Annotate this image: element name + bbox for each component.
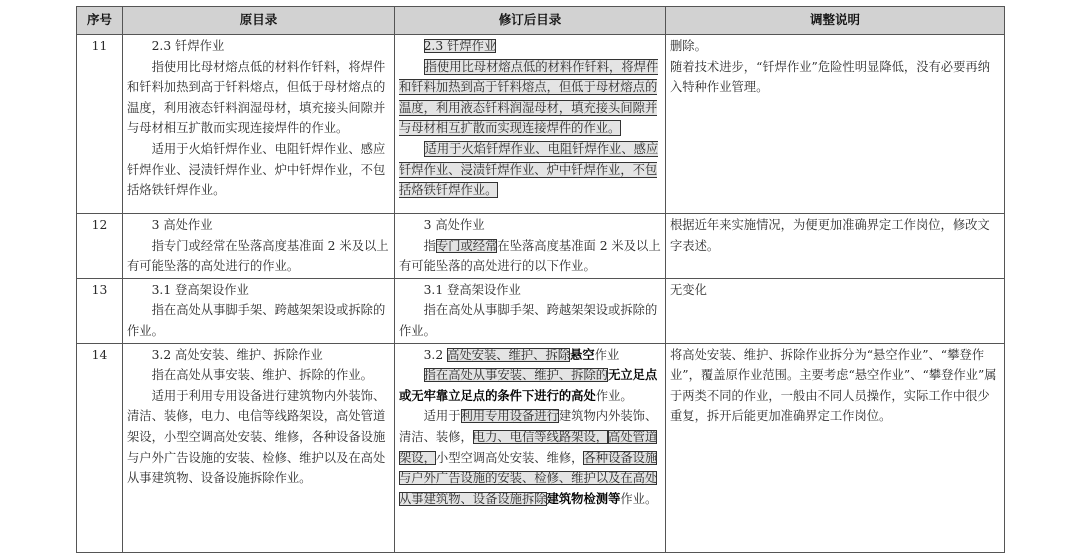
original-desc: 指在高处从事脚手架、跨越架架设或拆除的作业。: [127, 303, 386, 338]
revised-cell: [395, 214, 666, 279]
added-text: 悬空: [570, 346, 595, 362]
note-cell: [666, 214, 1005, 279]
revised-scope: 适用于利用专用设备进行建筑物内外装饰、清洁、装修，电力、电信等线路架设，高处管道架设，小型空调高处安装、维修，各种设备设施与户外广告设施的安装、检修、维护以及在高处从事建筑物、设备设施拆除建筑物检测等作业。: [399, 409, 658, 506]
changed-text: 指在高处从事安装、维护、拆除的: [423, 368, 609, 383]
table-row: [77, 214, 1005, 279]
revised-cell: [395, 35, 666, 214]
original-scope: 适用于利用专用设备进行建筑物内外装饰、清洁、装修，电力、电信等线路架设，高处管道架设，小型空调高处安装、维修，各种设备设施与户外广告设施的安装、检修、维护以及在高处从事建筑物、设备设施拆除作业。: [127, 388, 386, 486]
added-text: 建筑物检测等: [546, 490, 621, 506]
original-title: 3.2 高处安装、维护、拆除作业: [151, 347, 323, 362]
revised-cell: [395, 278, 666, 343]
revised-title: 2.3 钎焊作业: [423, 39, 497, 53]
revised-title: 3.1 登高架设作业: [423, 282, 521, 297]
original-title: 2.3 钎焊作业: [151, 39, 225, 53]
original-cell: [123, 343, 395, 552]
changed-text: 各种设备设施与户外广告设施的安装、检修、维护以及在高处从事建筑物、设备设施拆除: [399, 450, 658, 506]
note-line: 将高处安装、维护、拆除作业拆分为“悬空作业”、“攀登作业”，覆盖原作业范围。主要考虑“悬空作业”、“攀登作业”属于两类不同的作业，一般由不同人员操作，实际工作中很少重复，拆开后能更加准确界定工作岗位。: [670, 347, 997, 424]
original-cell: [123, 214, 395, 279]
original-scope: 适用于火焰钎焊作业、电阻钎焊作业、感应钎焊作业、浸渍钎焊作业、炉中钎焊作业，不包括烙铁钎焊作业。: [127, 141, 386, 198]
header-revised: 修订后目录: [395, 7, 666, 35]
note-line: 根据近年来实施情况，为便更加准确界定工作岗位，修改文字表述。: [670, 218, 990, 253]
revised-title: 3 高处作业: [423, 218, 485, 232]
revised-desc: 指专门或经常在坠落高度基准面 2 米及以上有可能坠落的高处进行的以下作业。: [399, 238, 661, 274]
note-cell: [666, 278, 1005, 343]
changed-text: 电力、电信等线路架设，: [472, 429, 609, 444]
revised-cell: [395, 343, 666, 552]
revised-scope-deleted: 适用于火焰钎焊作业、电阻钎焊作业、感应钎焊作业、浸渍钎焊作业、炉中钎焊作业，不包括烙铁钎焊作业。: [399, 141, 659, 198]
original-desc: 指专门或经常在坠落高度基准面 2 米及以上有可能坠落的高处进行的作业。: [127, 238, 389, 274]
row-number: 12: [77, 214, 123, 279]
changed-text: 利用专用设备进行: [460, 409, 559, 424]
header-num: 序号: [77, 7, 123, 35]
header-note: 调整说明: [666, 7, 1005, 35]
original-desc: 指在高处从事安装、维护、拆除的作业。: [151, 368, 373, 383]
table-row: [77, 278, 1005, 343]
changed-text: 高处管道架设，: [399, 429, 658, 465]
revised-desc-deleted: 指使用比母材熔点低的材料作钎料，将焊件和钎料加热到高于钎料熔点，但低于母材熔点的温度，利用液态钎料润湿母材，填充接头间隙并与母材相互扩散而实现连接焊件的作业。: [399, 59, 659, 136]
table-row: [77, 35, 1005, 214]
header-row: [77, 7, 1005, 35]
revision-table: [76, 6, 1005, 553]
note-line: 删除。: [670, 39, 707, 53]
note-line: 无变化: [670, 282, 707, 297]
revised-desc: 指在高处从事安装、维护、拆除的无立足点或无牢靠立足点的条件下进行的高处作业。: [399, 367, 658, 403]
row-number: 14: [77, 343, 123, 552]
revised-desc: 指在高处从事脚手架、跨越架架设或拆除的作业。: [399, 303, 658, 338]
revised-title: 3.2 高处安装、维护、拆除悬空作业: [423, 346, 620, 362]
original-cell: [123, 278, 395, 343]
original-title: 3.1 登高架设作业: [151, 282, 249, 297]
changed-text: 专门或经常: [435, 238, 498, 253]
table-row: [77, 343, 1005, 552]
note-cell: [666, 343, 1005, 552]
header-original: 原目录: [123, 7, 395, 35]
note-line: 随着技术进步，“钎焊作业”危险性明显降低，没有必要再纳入特种作业管理。: [670, 59, 990, 95]
row-number: 11: [77, 35, 123, 214]
changed-text: 高处安装、维护、拆除: [447, 347, 571, 362]
original-title: 3 高处作业: [151, 218, 213, 232]
row-number: 13: [77, 278, 123, 343]
note-cell: [666, 35, 1005, 214]
original-cell: [123, 35, 395, 214]
original-desc: 指使用比母材熔点低的材料作钎料，将焊件和钎料加热到高于钎料熔点，但低于母材熔点的温度，利用液态钎料润湿母材，填充接头间隙并与母材相互扩散而实现连接焊件的作业。: [127, 59, 386, 136]
added-text: 无立足点或无牢靠立足点的条件下进行的高处: [399, 367, 658, 403]
